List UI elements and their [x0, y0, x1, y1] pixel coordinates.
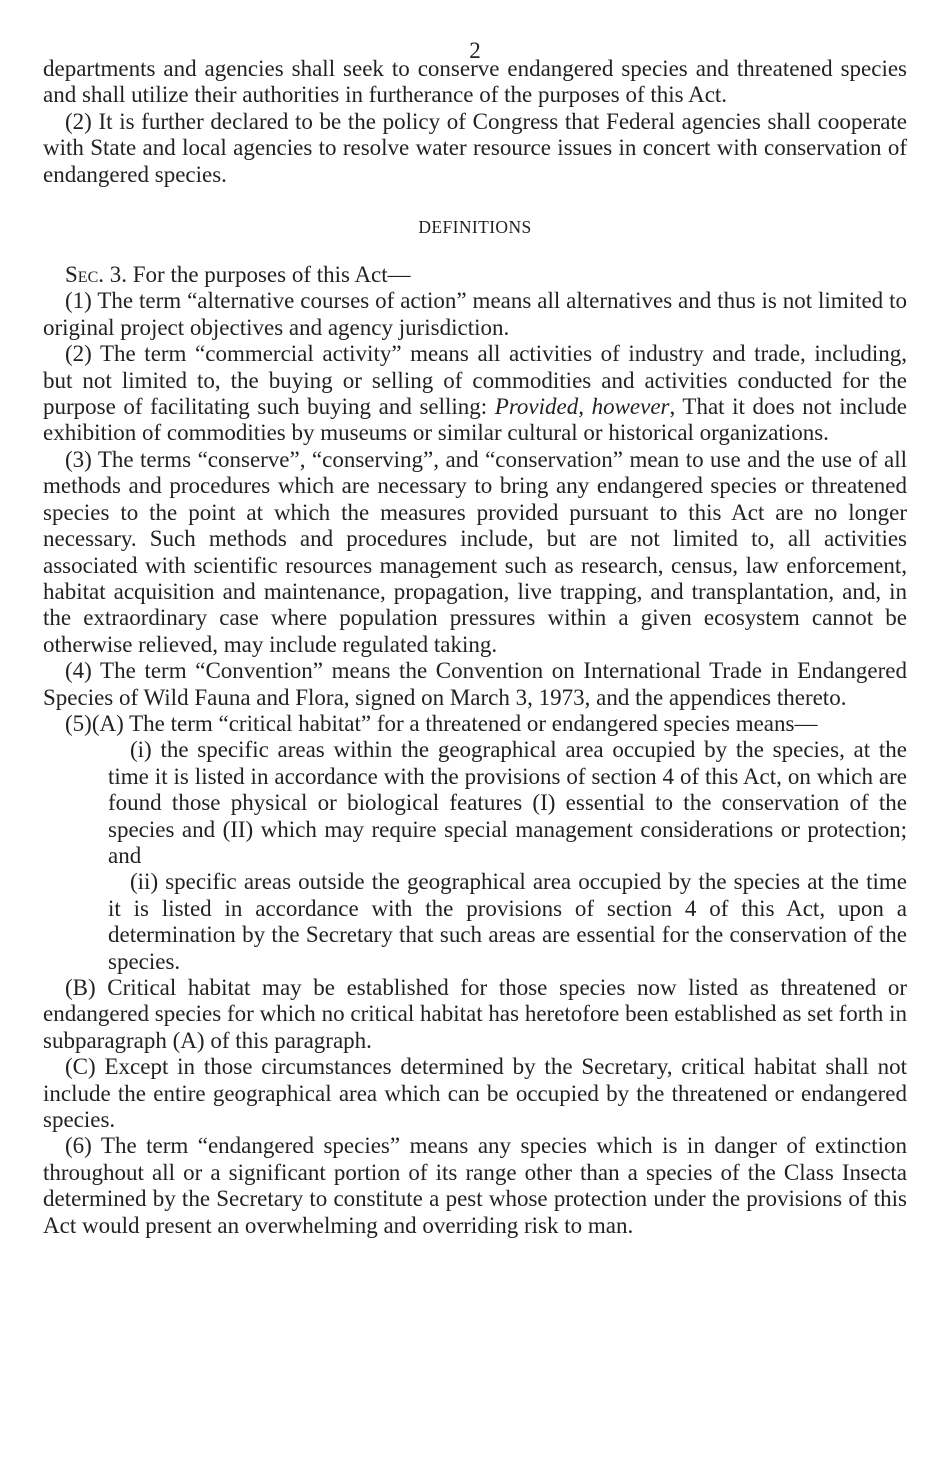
definition-1: (1) The term “alternative courses of action” means all alternatives and thus is not limited to original project objectives and agency jurisdiction.	[43, 288, 907, 340]
paragraph-policy-2: (2) It is further declared to be the policy of Congress that Federal agencies shall cooperate with State and local agencies to resolve water resource issues in concert with conservation of endangered species.	[43, 108, 907, 187]
definition-5a: (5)(A) The term “critical habitat” for a threatened or endangered species means—	[65, 710, 818, 736]
definition-5c: (C) Except in those circumstances determined by the Secretary, critical habitat shall not include the entire geographical area which can be occupied by the threatened or endangered species.	[43, 1054, 907, 1133]
definition-5a-ii: (ii) specific areas outside the geographical area occupied by the species at the time it is listed in accordance with the provisions of section 4 of this Act, upon a determination by the Secretary that such areas are essential for the conservation of the species.	[108, 869, 907, 974]
definition-6: (6) The term “endangered species” means any species which is in danger of extinction throughout all or a significant portion of its range other than a species of the Class Insecta determined by the Secretary to constitute a pest whose protection under the provisions of this Act would present an overwhelming and overriding risk to man.	[43, 1133, 907, 1238]
section-heading: DEFINITIONS	[418, 217, 532, 238]
sec-label: Sec.	[65, 262, 104, 288]
paragraph-continuation: departments and agencies shall seek to conserve endangered species and threatened species and shall utilize their authorities in furtherance of the purposes of this Act.	[43, 56, 907, 108]
definition-2-text-b: , That it does not include exhibition of commodities by museums or similar cultural or historical organizations.	[43, 394, 907, 446]
page-number: 2	[469, 38, 481, 63]
definition-3: (3) The terms “conserve”, “conserving”, and “conservation” mean to use and the use of all methods and procedures which are necessary to bring any endangered species or threatened species to the point at which the measures provided pursuant to this Act are no longer necessary. Such methods and procedures include, but are not limited to, all activities associated with scientific resources management such as research, census, law enforcement, habitat acquisition and maintenance, propagation, live trapping, and transplantation, and, in the extraordinary case where population pressures within a given ecosystem cannot be otherwise relieved, may include regulated taking.	[43, 446, 907, 657]
definition-2-text-a: (2) The term “commercial activity” means all activities of industry and trade, including, but not limited to, the buying or selling of commodities and activities conducted for the purpose of facilitating such buying and selling:	[43, 341, 907, 420]
definition-4: (4) The term “Convention” means the Convention on International Trade in Endangered Species of Wild Fauna and Flora, signed on March 3, 1973, and the appendices thereto.	[43, 658, 907, 710]
definition-2-proviso: Provided, however	[494, 394, 670, 420]
definition-5a-i: (i) the specific areas within the geographical area occupied by the species, at the time it is listed in accordance with the provisions of section 4 of this Act, on which are found those physical or biological features (I) essential to the conservation of the species and (II) which may require special management considerations or protection; and	[108, 737, 907, 868]
section-3-intro	[43, 262, 907, 288]
definition-2	[43, 341, 907, 447]
definition-5b: (B) Critical habitat may be established for those species now listed as threatened or endangered species for which no critical habitat has heretofore been established as set forth in subparagraph (A) of this paragraph.	[43, 975, 907, 1053]
sec-3-text: 3. For the purposes of this Act—	[104, 262, 411, 288]
